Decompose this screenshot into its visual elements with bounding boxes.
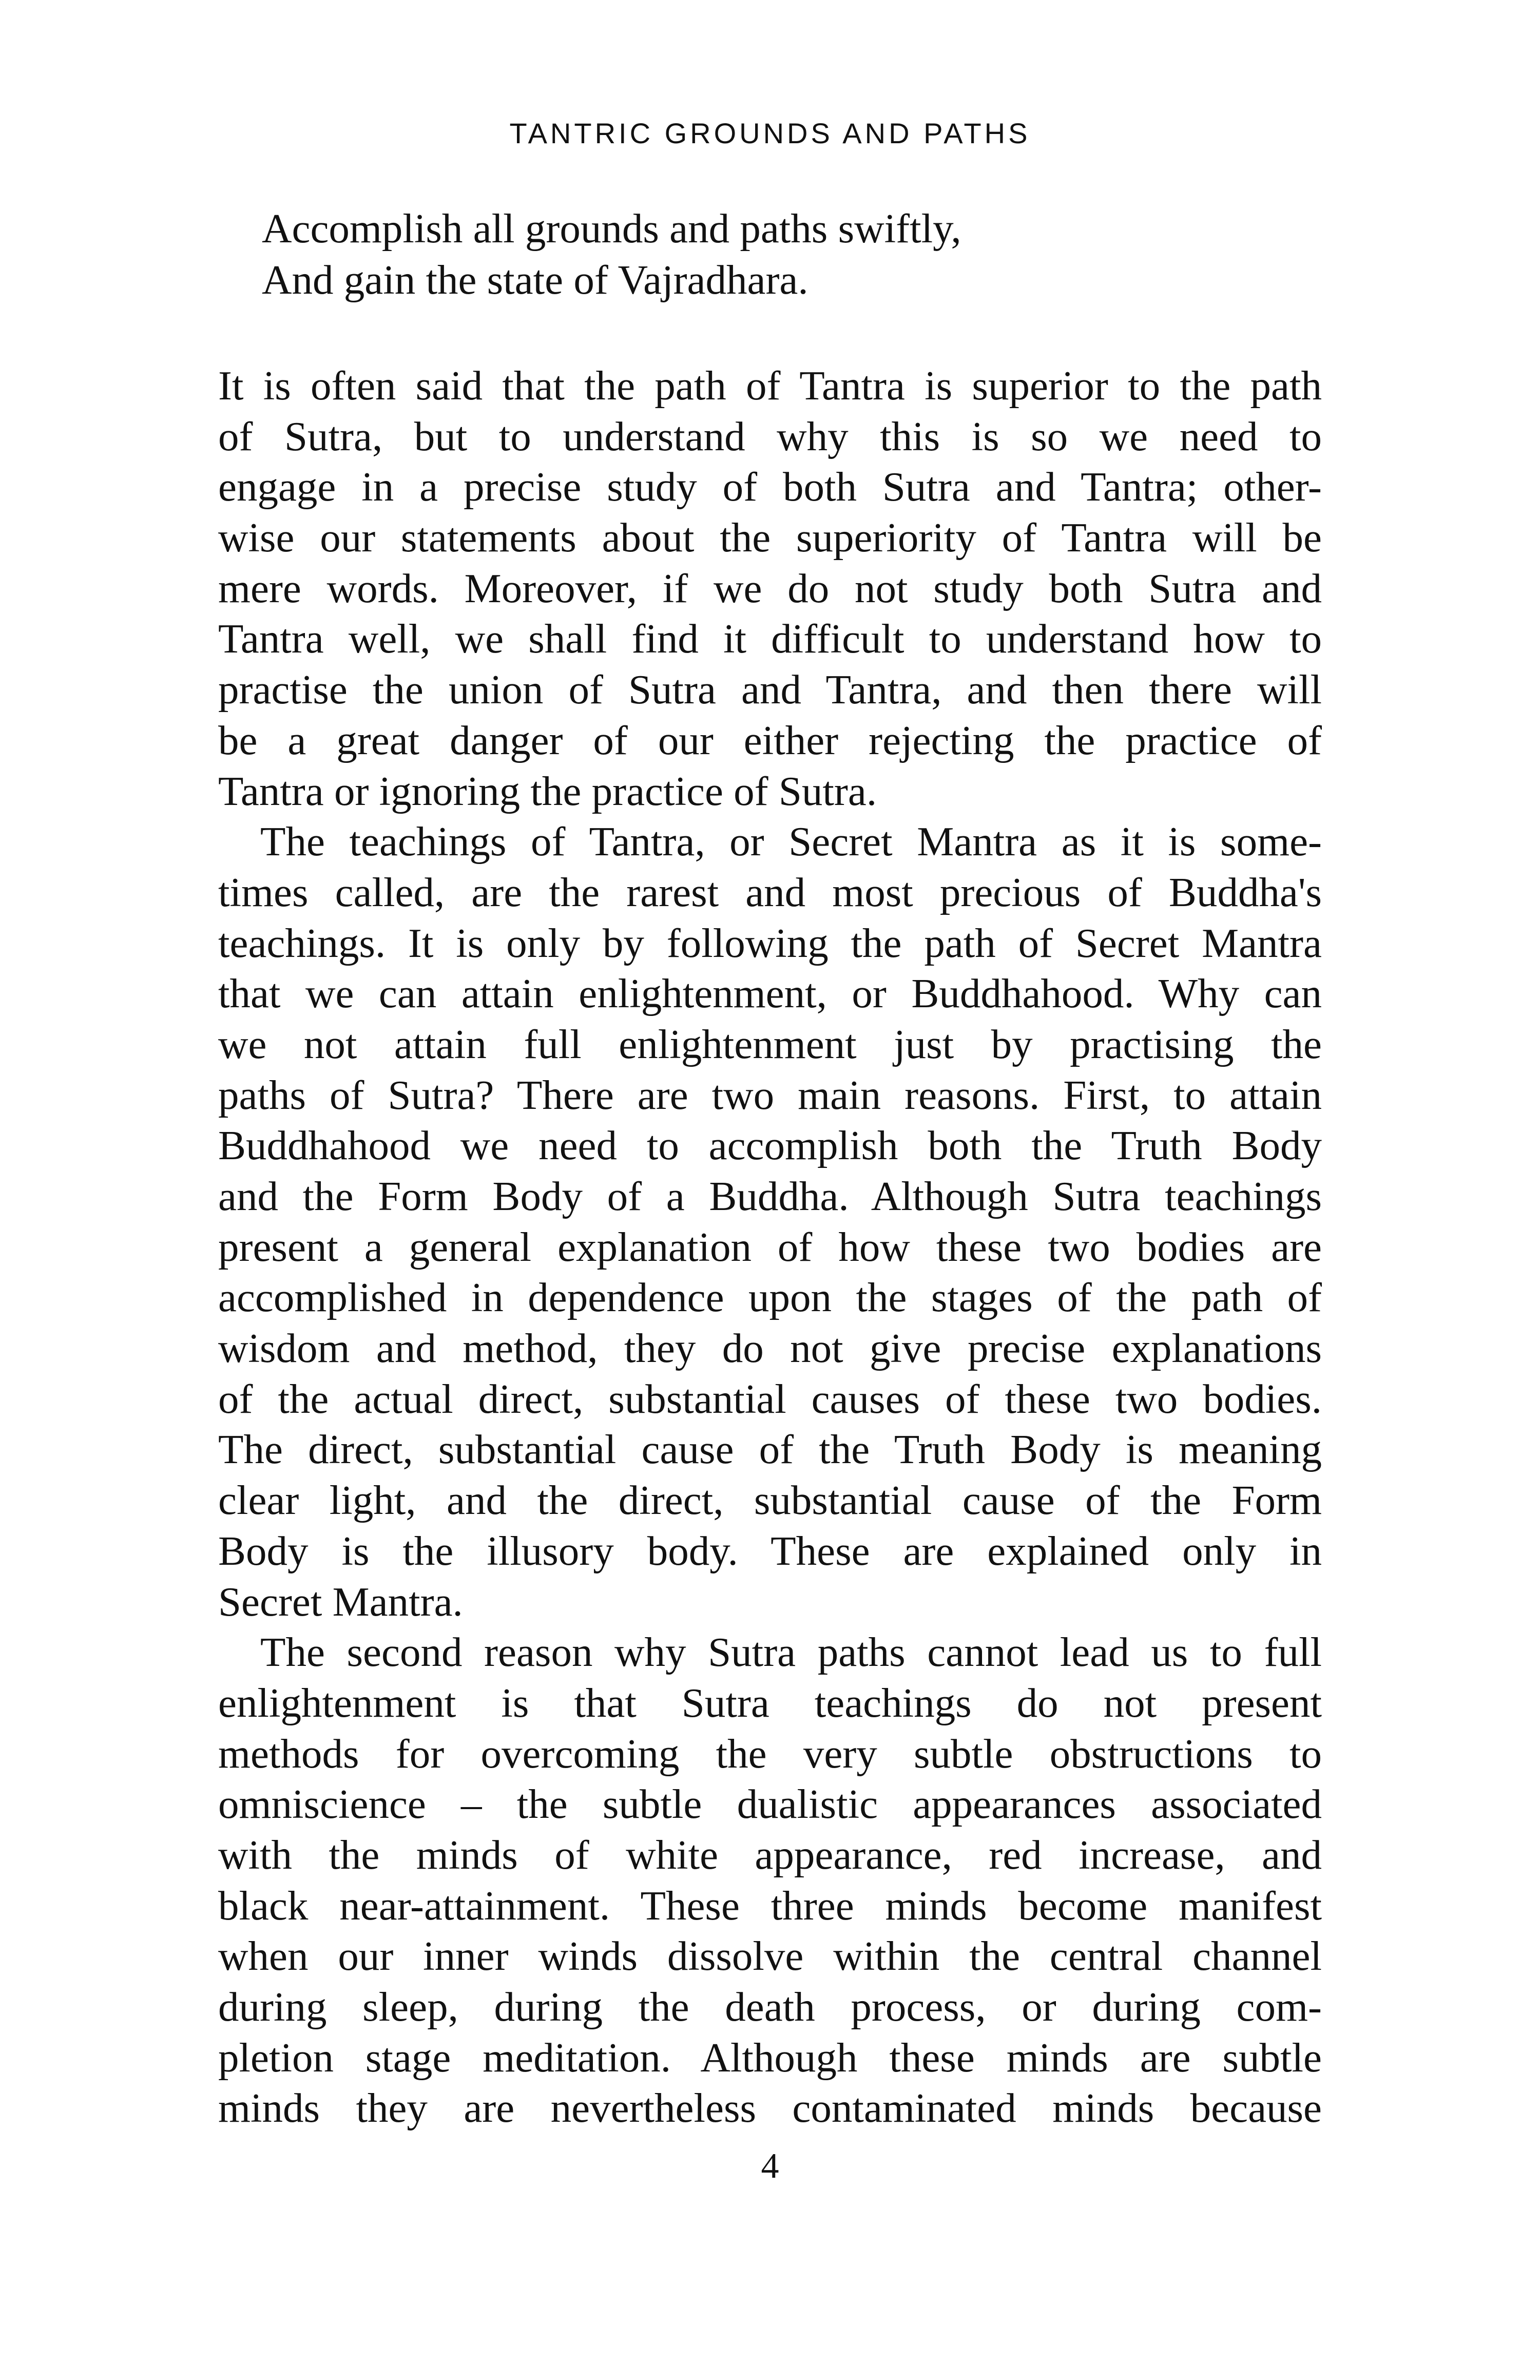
verse-block (262, 203, 961, 305)
text-line: of the actual direct, substantial causes of these two bodies. (218, 1375, 1322, 1422)
text-line: of Sutra, but to understand why this is so we need to (218, 413, 1322, 459)
text-line: The teachings of Tantra, or Secret Mantra as it is some- (260, 818, 1322, 865)
text-line: engage in a precise study of both Sutra and Tantra; other- (218, 464, 1322, 510)
page-number: 4 (761, 2146, 779, 2186)
text-line: practise the union of Sutra and Tantra, and then there will (218, 666, 1322, 713)
text-line: methods for overcoming the very subtle obstructions to (218, 1730, 1322, 1777)
text-line: and the Form Body of a Buddha. Although Sutra teachings (218, 1173, 1322, 1219)
text-line: wise our statements about the superiority of Tantra will be (218, 514, 1322, 561)
text-line: teachings. It is only by following the path of Secret Mantra (218, 919, 1322, 966)
verse-line: And gain the state of Vajradhara. (262, 257, 808, 303)
text-line: The direct, substantial cause of the Truth Body is meaning (218, 1426, 1322, 1473)
text-line: Tantra or ignoring the practice of Sutra. (218, 767, 877, 814)
text-line: be a great danger of our either rejecting the practice of (218, 717, 1322, 763)
text-line: during sleep, during the death process, or during com- (218, 1984, 1322, 2030)
running-head: TANTRIC GROUNDS AND PATHS (509, 117, 1031, 149)
text-line: Tantra well, we shall find it difficult to understand how to (218, 616, 1322, 662)
text-line: omniscience – the subtle dualistic appearances associated (218, 1781, 1322, 1828)
text-line: accomplished in dependence upon the stages of the path of (218, 1274, 1322, 1321)
text-line: we not attain full enlightenment just by practising the (218, 1021, 1322, 1067)
text-line: pletion stage meditation. Although these minds are subtle (218, 2034, 1322, 2081)
text-line: minds they are nevertheless contaminated minds because (218, 2085, 1322, 2132)
text-line: Buddhahood we need to accomplish both the Truth Body (218, 1122, 1322, 1169)
text-line: wisdom and method, they do not give precise explanations (218, 1325, 1322, 1372)
text-line: that we can attain enlightenment, or Buddhahood. Why can (218, 970, 1322, 1017)
verse-line: Accomplish all grounds and paths swiftly, (262, 205, 961, 252)
text-line: Body is the illusory body. These are explained only in (218, 1527, 1322, 1574)
text-line: clear light, and the direct, substantial cause of the Form (218, 1477, 1322, 1524)
body-text (218, 360, 1322, 2134)
text-line: mere words. Moreover, if we do not study both Sutra and (218, 565, 1322, 611)
text-line: paths of Sutra? There are two main reasons. First, to attain (218, 1071, 1322, 1118)
text-line: when our inner winds dissolve within the central channel (218, 1933, 1322, 1980)
text-line: enlightenment is that Sutra teachings do not present (218, 1679, 1322, 1726)
text-line: times called, are the rarest and most precious of Buddha's (218, 869, 1322, 915)
text-line: The second reason why Sutra paths cannot lead us to full (260, 1629, 1322, 1676)
text-line: It is often said that the path of Tantra is superior to the path (218, 362, 1322, 409)
text-line: Secret Mantra. (218, 1578, 463, 1625)
text-line: black near-attainment. These three minds become manifest (218, 1882, 1322, 1929)
text-line: present a general explanation of how these two bodies are (218, 1223, 1322, 1270)
text-line: with the minds of white appearance, red increase, and (218, 1831, 1322, 1878)
